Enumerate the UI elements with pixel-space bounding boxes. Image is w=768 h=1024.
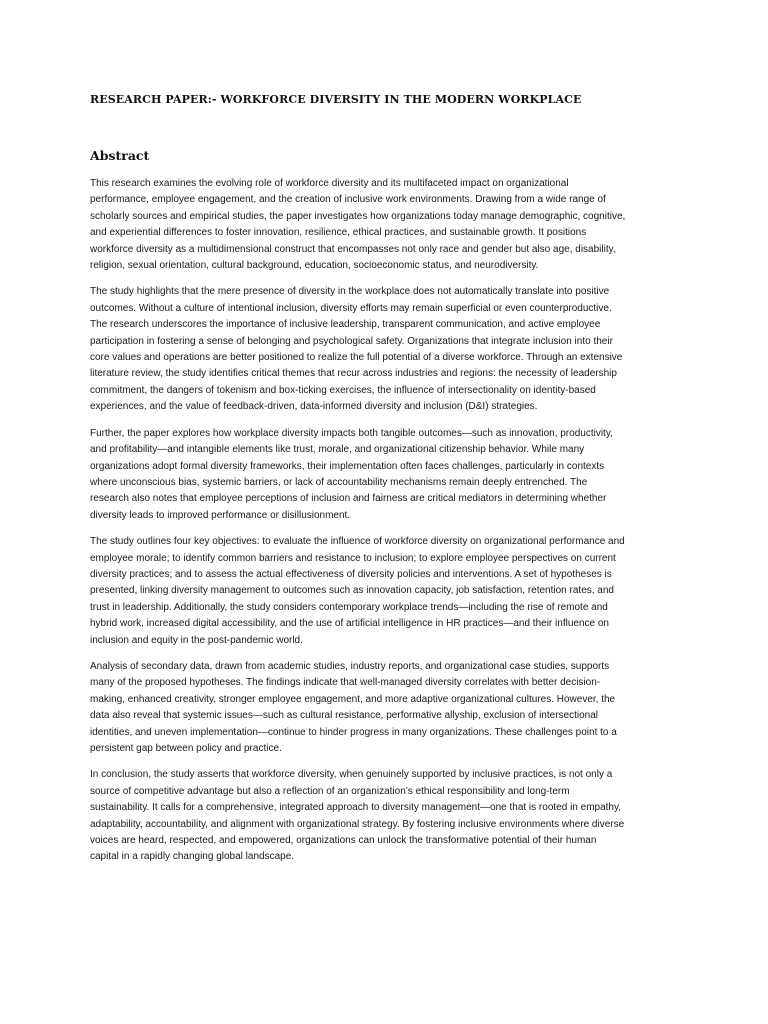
paragraph-line: commitment, the dangers of tokenism and box-ticking exercises, the influence of intersectionality on identity-based	[90, 384, 596, 396]
paragraph-line: many of the proposed hypotheses. The findings indicate that well-managed diversity correlates with better decision-	[90, 677, 601, 689]
paragraph-line: capital in a rapidly changing global landscape.	[90, 851, 295, 863]
paragraph-line: sustainability. It calls for a comprehensive, integrated approach to diversity management—one that is rooted in empathy,	[90, 802, 622, 814]
paragraph-line: diversity practices; and to assess the actual effectiveness of diversity policies and interventions. A set of hypotheses is	[90, 568, 612, 580]
paragraph-line: identities, and uneven implementation—continue to hinder progress in many organizations. These challenges point to a	[90, 726, 617, 738]
paragraph-line: The study highlights that the mere presence of diversity in the workplace does not automatically translate into positive	[90, 286, 610, 298]
paragraph-line: presented, linking diversity management to outcomes such as innovation capacity, job satisfaction, retention rates, and	[90, 585, 614, 597]
paragraph-line: and experiential differences to foster innovation, resilience, ethical practices, and sustainable growth. It positions	[90, 227, 587, 239]
paragraph-line: source of competitive advantage but also a reflection of an organization’s ethical responsibility and long-term	[90, 785, 570, 797]
paragraph-line: where unconscious bias, systemic barriers, or lack of accountability mechanisms remain deeply entrenched. The	[90, 476, 588, 488]
paragraph-line: The study outlines four key objectives: to evaluate the influence of workforce diversity on organizational performance and	[90, 536, 625, 548]
paragraph-line: voices are heard, respected, and empowered, organizations can unlock the transformative potential of their human	[90, 835, 597, 847]
paragraph-line: hybrid work, increased digital accessibility, and the use of artificial intelligence in HR practices—and their influence on	[90, 618, 609, 630]
abstract-paragraph	[90, 767, 682, 865]
paragraph-line: experiences, and the value of feedback-driven, data-informed diversity and inclusion (D&I) strategies.	[90, 401, 538, 413]
abstract-paragraph	[90, 284, 682, 415]
paragraph-line: Further, the paper explores how workplace diversity impacts both tangible outcomes—such as innovation, productivity,	[90, 427, 613, 439]
abstract-body	[90, 176, 682, 876]
paragraph-line: data also reveal that systemic issues—such as cultural resistance, performative allyship, exclusion of intersectional	[90, 710, 599, 722]
paragraph-line: The research underscores the importance of inclusive leadership, transparent communication, and active employee	[90, 319, 601, 331]
abstract-paragraph	[90, 176, 682, 274]
paragraph-line: participation in fostering a sense of belonging and psychological safety. Organizations that integrate inclusion into their	[90, 335, 613, 347]
abstract-paragraph	[90, 426, 682, 524]
abstract-heading: Abstract	[90, 148, 150, 163]
paragraph-line: inclusion and equity in the post-pandemic world.	[90, 634, 303, 646]
paragraph-line: persistent gap between policy and practice.	[90, 743, 282, 754]
paragraph-line: workforce diversity as a multidimensional construct that encompasses not only race and gender but also age, disability,	[90, 243, 616, 255]
paragraph-line: diversity leads to improved performance or disillusionment.	[90, 509, 351, 521]
paragraph-line: Analysis of secondary data, drawn from academic studies, industry reports, and organizational case studies, supports	[90, 660, 610, 672]
paragraph-line: religion, sexual orientation, cultural background, education, socioeconomic status, and neurodiversity.	[90, 260, 539, 272]
paragraph-line: research also notes that employee perceptions of inclusion and fairness are critical mediators in determining whether	[90, 493, 607, 505]
paragraph-line: employee morale; to identify common barriers and resistance to inclusion; to explore employee perspectives on current	[90, 552, 616, 564]
paragraph-line: adaptability, accountability, and alignment with organizational strategy. By fostering inclusive environments where diverse	[90, 818, 625, 830]
paragraph-line: making, enhanced creativity, stronger employee engagement, and more adaptive organizational cultures. However, the	[90, 693, 616, 705]
paragraph-line: performance, employee engagement, and the creation of inclusive work environments. Drawing from a wide range of	[90, 194, 606, 206]
paragraph-line: trust in leadership. Additionally, the study considers contemporary workplace trends—including the rise of remote and	[90, 601, 608, 613]
paragraph-line: and profitability—and intangible elements like trust, morale, and organizational citizenship behavior. While many	[90, 444, 585, 456]
paragraph-line: core values and operations are better positioned to realize the full potential of a diverse workforce. Through an extensive	[90, 352, 623, 364]
abstract-paragraph	[90, 659, 682, 757]
paragraph-line: This research examines the evolving role of workforce diversity and its multifaceted impact on organizational	[90, 178, 569, 189]
paper-title: RESEARCH PAPER:- WORKFORCE DIVERSITY IN THE MODERN WORKPLACE	[90, 93, 582, 106]
paragraph-line: literature review, the study identifies critical themes that recur across industries and regions: the necessity of leadership	[90, 368, 617, 380]
paragraph-line: outcomes. Without a culture of intentional inclusion, diversity efforts may remain superficial or even counterproductive.	[90, 302, 612, 314]
paragraph-line: In conclusion, the study asserts that workforce diversity, when genuinely supported by inclusive practices, is not only a	[90, 769, 613, 781]
paragraph-line: organizations adopt formal diversity frameworks, their implementation often faces challenges, particularly in contexts	[90, 460, 605, 472]
abstract-paragraph	[90, 534, 682, 649]
paragraph-line: scholarly sources and empirical studies, the paper investigates how organizations today manage demographic, cognitive,	[90, 210, 626, 222]
